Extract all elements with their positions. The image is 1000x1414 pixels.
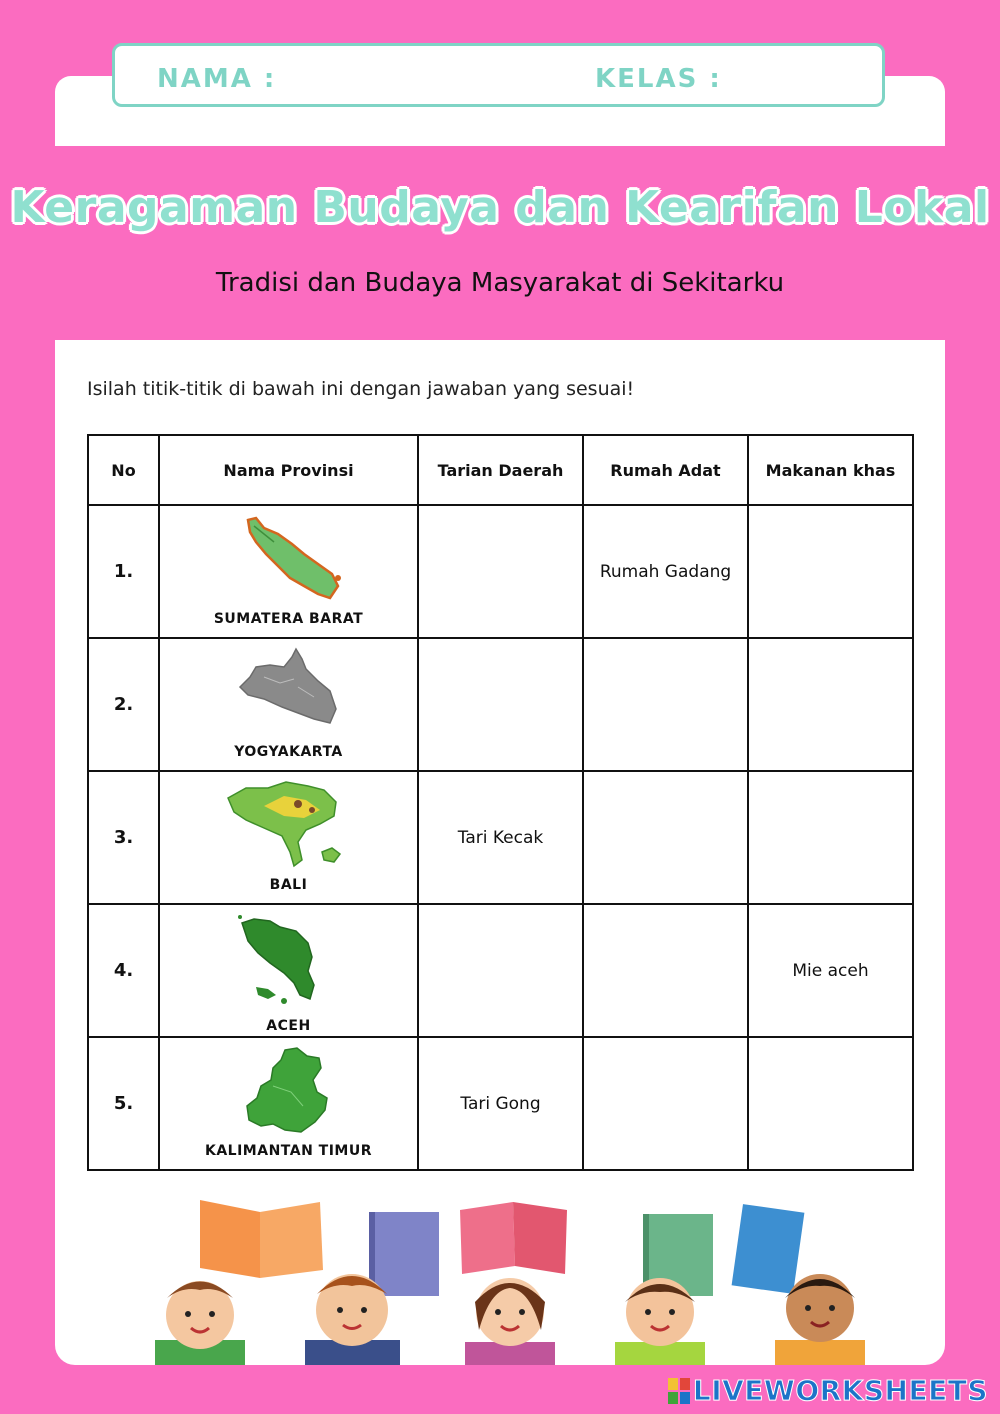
- house-cell[interactable]: [583, 638, 748, 771]
- header-no: No: [88, 435, 159, 505]
- row-number: 5.: [88, 1037, 159, 1170]
- book-blue-icon: [732, 1204, 805, 1294]
- child-1-icon: [155, 1281, 245, 1365]
- sumatera-barat-map-icon: [234, 514, 344, 604]
- food-cell[interactable]: [748, 771, 913, 904]
- row-number: 2.: [88, 638, 159, 771]
- row-number: 4.: [88, 904, 159, 1037]
- child-3-icon: [465, 1278, 555, 1365]
- kalimantan-timur-map-icon: [241, 1046, 337, 1136]
- book-orange-icon: [200, 1200, 323, 1278]
- culture-table: [87, 434, 914, 1171]
- liveworksheets-brand: [667, 1374, 988, 1407]
- worksheet-title: Keragaman Budaya dan Kearifan Lokal: [10, 182, 990, 233]
- house-cell[interactable]: [583, 904, 748, 1037]
- children-reading-illustration: [55, 1190, 945, 1365]
- province-cell: [159, 505, 418, 638]
- book-purple-icon: [369, 1212, 439, 1296]
- house-cell[interactable]: Rumah Gadang: [583, 505, 748, 638]
- province-name: SUMATERA BARAT: [213, 611, 364, 627]
- header-food: Makanan khas: [748, 435, 913, 505]
- header-house: Rumah Adat: [583, 435, 748, 505]
- table-row: [88, 904, 913, 1037]
- header-province: Nama Provinsi: [159, 435, 418, 505]
- liveworksheets-logo-icon: [667, 1376, 693, 1406]
- province-cell: [159, 638, 418, 771]
- house-cell[interactable]: [583, 771, 748, 904]
- province-name: KALIMANTAN TIMUR: [204, 1143, 373, 1159]
- province-name: ACEH: [266, 1018, 311, 1034]
- worksheet-subtitle: Tradisi dan Budaya Masyarakat di Sekitarku: [215, 268, 785, 298]
- food-cell[interactable]: Mie aceh: [748, 904, 913, 1037]
- food-cell[interactable]: [748, 638, 913, 771]
- province-name: YOGYAKARTA: [234, 744, 343, 760]
- food-cell[interactable]: [748, 1037, 913, 1170]
- header-dance: Tarian Daerah: [418, 435, 583, 505]
- province-cell: [159, 904, 418, 1037]
- dance-cell[interactable]: [418, 904, 583, 1037]
- province-cell: [159, 1037, 418, 1170]
- class-label: KELAS :: [595, 64, 722, 94]
- name-label: NAMA :: [157, 64, 277, 94]
- instruction-text: Isilah titik-titik di bawah ini dengan jawaban yang sesuai!: [87, 378, 635, 400]
- table-row: [88, 771, 913, 904]
- worksheet-card: [55, 340, 945, 1365]
- house-cell[interactable]: [583, 1037, 748, 1170]
- table-header-row: [88, 435, 913, 505]
- aceh-map-icon: [234, 913, 344, 1009]
- table-row: [88, 638, 913, 771]
- book-pink-icon: [460, 1202, 567, 1274]
- dance-cell[interactable]: [418, 505, 583, 638]
- province-name: BALI: [269, 877, 308, 893]
- table-row: [88, 1037, 913, 1170]
- student-info-box: [112, 43, 885, 107]
- row-number: 1.: [88, 505, 159, 638]
- yogyakarta-map-icon: [234, 647, 344, 737]
- dance-cell[interactable]: Tari Gong: [418, 1037, 583, 1170]
- table-row: [88, 505, 913, 638]
- food-cell[interactable]: [748, 505, 913, 638]
- bali-map-icon: [224, 780, 354, 872]
- dance-cell[interactable]: [418, 638, 583, 771]
- dance-cell[interactable]: Tari Kecak: [418, 771, 583, 904]
- province-cell: [159, 771, 418, 904]
- brand-name: LIVEWORKSHEETS: [692, 1374, 988, 1407]
- row-number: 3.: [88, 771, 159, 904]
